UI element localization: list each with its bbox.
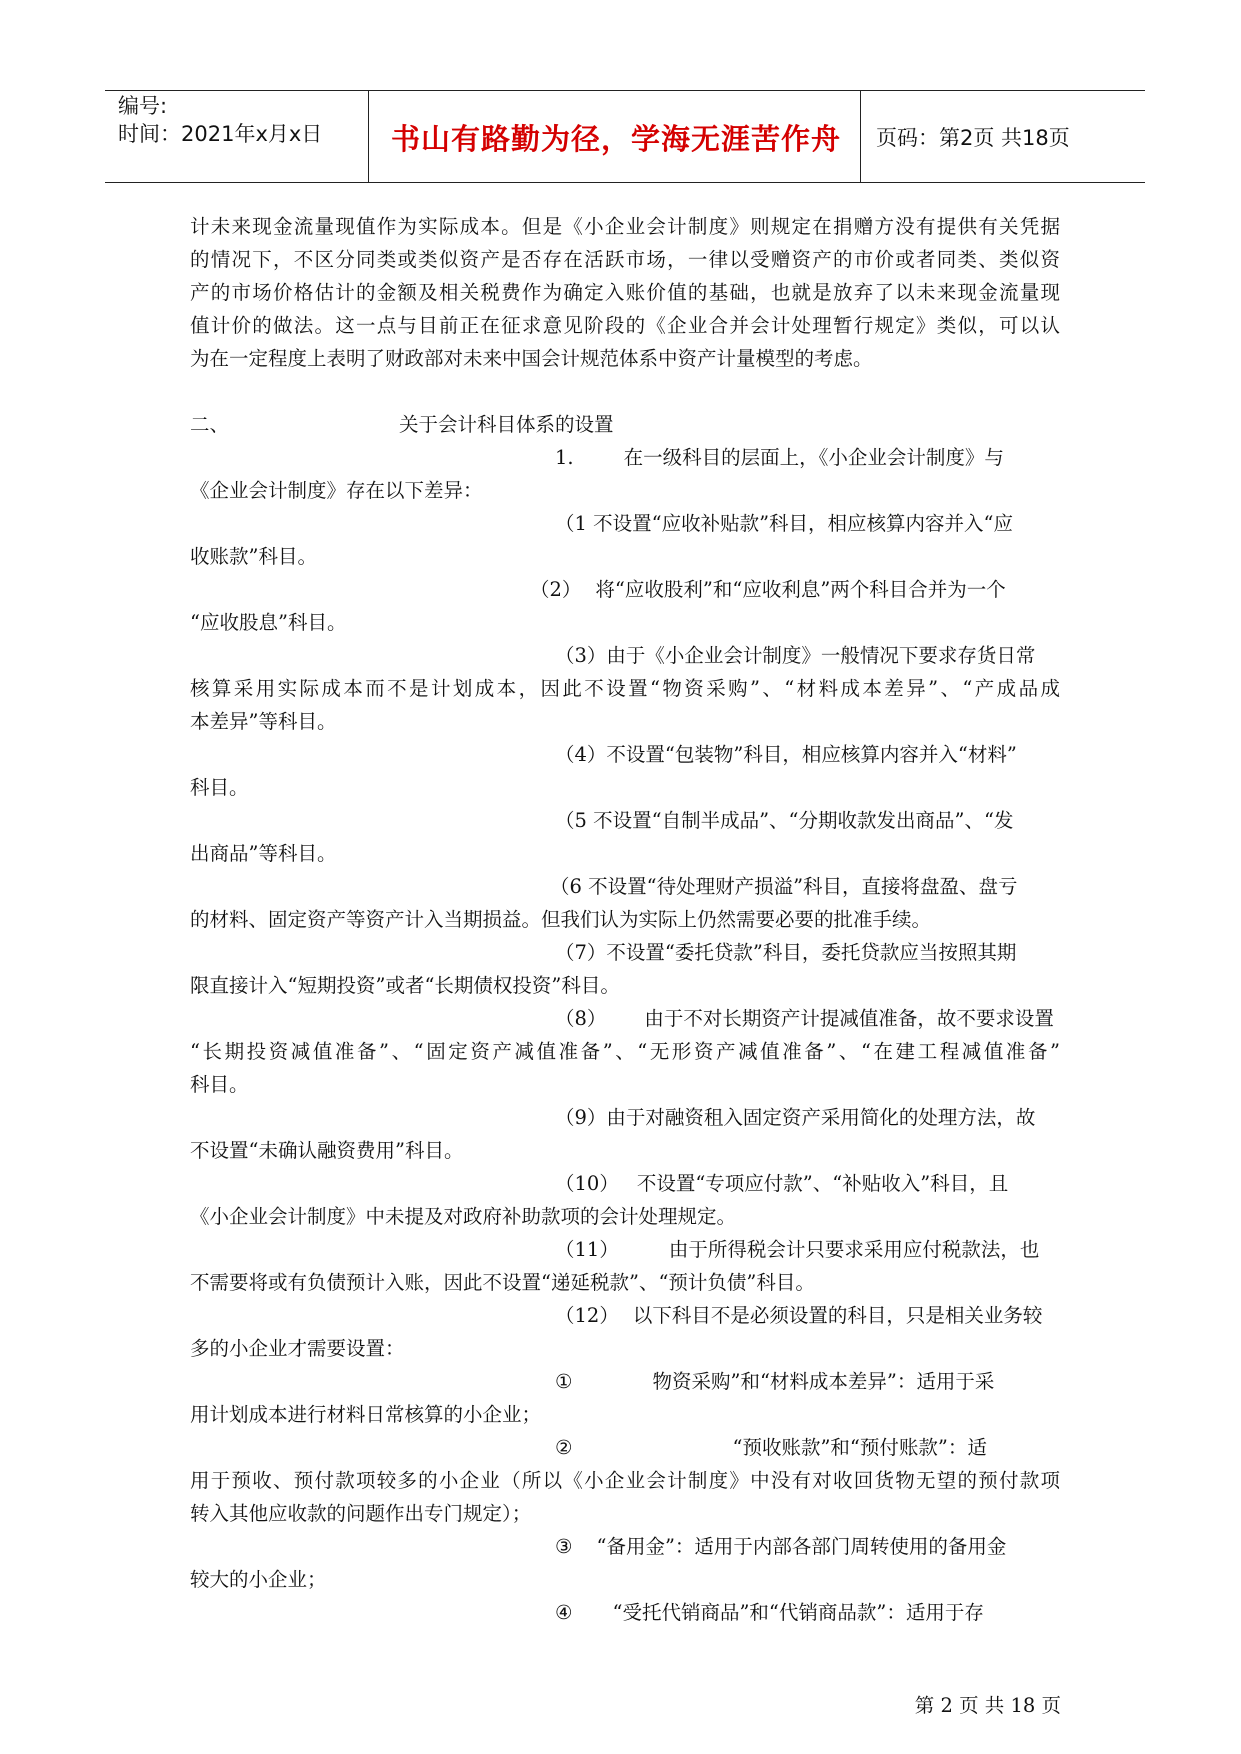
text-line: 限直接计入“短期投资”或者“长期债权投资”科目。 xyxy=(190,974,620,997)
text-line: （10） 不设置“专项应付款”、“补贴收入”科目，且 xyxy=(555,1172,1009,1195)
text-line: ③ “备用金”：适用于内部各部门周转使用的备用金 xyxy=(555,1535,1007,1558)
text-line: 本差异”等科目。 xyxy=(190,710,337,733)
section-title: 关于会计科目体系的设置 xyxy=(399,413,614,436)
text-line: （8） 由于不对长期资产计提减值准备，故不要求设置 xyxy=(555,1007,1054,1030)
text-line: （3）由于《小企业会计制度》一般情况下要求存货日常 xyxy=(555,644,1036,667)
header-left xyxy=(118,92,322,148)
text-line: （12） 以下科目不是必须设置的科目，只是相关业务较 xyxy=(555,1304,1043,1327)
document-body xyxy=(190,210,1060,1629)
text-line: 1. 在一级科目的层面上，《小企业会计制度》与 xyxy=(555,446,1004,469)
text-line: ② “预收账款”和“预付账款”：适 xyxy=(555,1436,987,1459)
header-page-code: 页码：第2页 共18页 xyxy=(876,126,1070,150)
text-line: （6 不设置“待处理财产损溢”科目，直接将盘盈、盘亏 xyxy=(550,875,1018,898)
text-line: 用于预收、预付款项较多的小企业（所以《小企业会计制度》中没有对收回货物无望的预付款项 xyxy=(190,1469,1060,1492)
text-line: 《企业会计制度》存在以下差异： xyxy=(190,479,483,502)
document-number-label: 编号: xyxy=(118,94,168,118)
text-line: （7）不设置“委托贷款”科目，委托贷款应当按照其期 xyxy=(555,941,1017,964)
text-line: 的情况下，不区分同类或类似资产是否存在活跃市场，一律以受赠资产的市价或者同类、类似资 xyxy=(190,248,1060,271)
section-number: 二、 xyxy=(190,413,230,436)
text-line: 产的市场价格估计的金额及相关税费作为确定入账价值的基础，也就是放弃了以未来现金流量现 xyxy=(190,281,1060,304)
text-line: 不设置“未确认融资费用”科目。 xyxy=(190,1139,464,1162)
text-line: 科目。 xyxy=(190,776,249,799)
text-line: 用计划成本进行材料日常核算的小企业； xyxy=(190,1403,542,1426)
text-line: 核算采用实际成本而不是计划成本，因此不设置“物资采购”、“材料成本差异”、“产成品成 xyxy=(190,677,1060,700)
text-line: “应收股息”科目。 xyxy=(190,611,347,634)
text-line: ④ “受托代销商品”和“代销商品款”：适用于存 xyxy=(555,1601,984,1624)
text-line: （1 不设置“应收补贴款”科目，相应核算内容并入“应 xyxy=(555,512,1014,535)
text-line: （2） 将“应收股利”和“应收利息”两个科目合并为一个 xyxy=(530,578,1006,601)
text-line: 计未来现金流量现值作为实际成本。但是《小企业会计制度》则规定在捐赠方没有提供有关凭据 xyxy=(190,215,1060,238)
text-line: 收账款”科目。 xyxy=(190,545,317,568)
header-bottom-rule xyxy=(105,182,1145,183)
text-line: （9）由于对融资租入固定资产采用简化的处理方法，故 xyxy=(555,1106,1036,1129)
text-line: 为在一定程度上表明了财政部对未来中国会计规范体系中资产计量模型的考虑。 xyxy=(190,347,873,370)
section-heading xyxy=(190,408,1060,441)
header-motto: 书山有路勤为径，学海无涯苦作舟 xyxy=(390,122,841,156)
text-line: ① 物资采购”和“材料成本差异”：适用于采 xyxy=(555,1370,995,1393)
text-line: 科目。 xyxy=(190,1073,249,1096)
page-footer: 第 2 页 共 18 页 xyxy=(914,1694,1061,1717)
text-line: “长期投资减值准备”、“固定资产减值准备”、“无形资产减值准备”、“在建工程减值准备” xyxy=(190,1040,1060,1063)
text-line: 较大的小企业； xyxy=(190,1568,327,1591)
text-line: 出商品”等科目。 xyxy=(190,842,337,865)
text-line: 的材料、固定资产等资产计入当期损益。但我们认为实际上仍然需要必要的批准手续。 xyxy=(190,908,932,931)
header-top-rule xyxy=(105,90,1145,91)
text-line: 《小企业会计制度》中未提及对政府补助款项的会计处理规定。 xyxy=(190,1205,737,1228)
text-line: （4）不设置“包装物”科目，相应核算内容并入“材料” xyxy=(555,743,1017,766)
text-line: （11） 由于所得税会计只要求采用应付税款法，也 xyxy=(555,1238,1040,1261)
document-time: 时间：2021年x月x日 xyxy=(118,122,323,146)
text-line: （5 不设置“自制半成品”、“分期收款发出商品”、“发 xyxy=(555,809,1014,832)
text-line: 转入其他应收款的问题作出专门规定）； xyxy=(190,1502,532,1525)
text-line: 多的小企业才需要设置： xyxy=(190,1337,405,1360)
header-divider-right xyxy=(860,90,861,182)
blank-line xyxy=(190,375,1060,408)
text-line: 不需要将或有负债预计入账，因此不设置“递延税款”、“预计负债”科目。 xyxy=(190,1271,815,1294)
header-divider-left xyxy=(368,90,369,182)
text-line: 值计价的做法。这一点与目前正在征求意见阶段的《企业合并会计处理暂行规定》类似，可以认 xyxy=(190,314,1060,337)
